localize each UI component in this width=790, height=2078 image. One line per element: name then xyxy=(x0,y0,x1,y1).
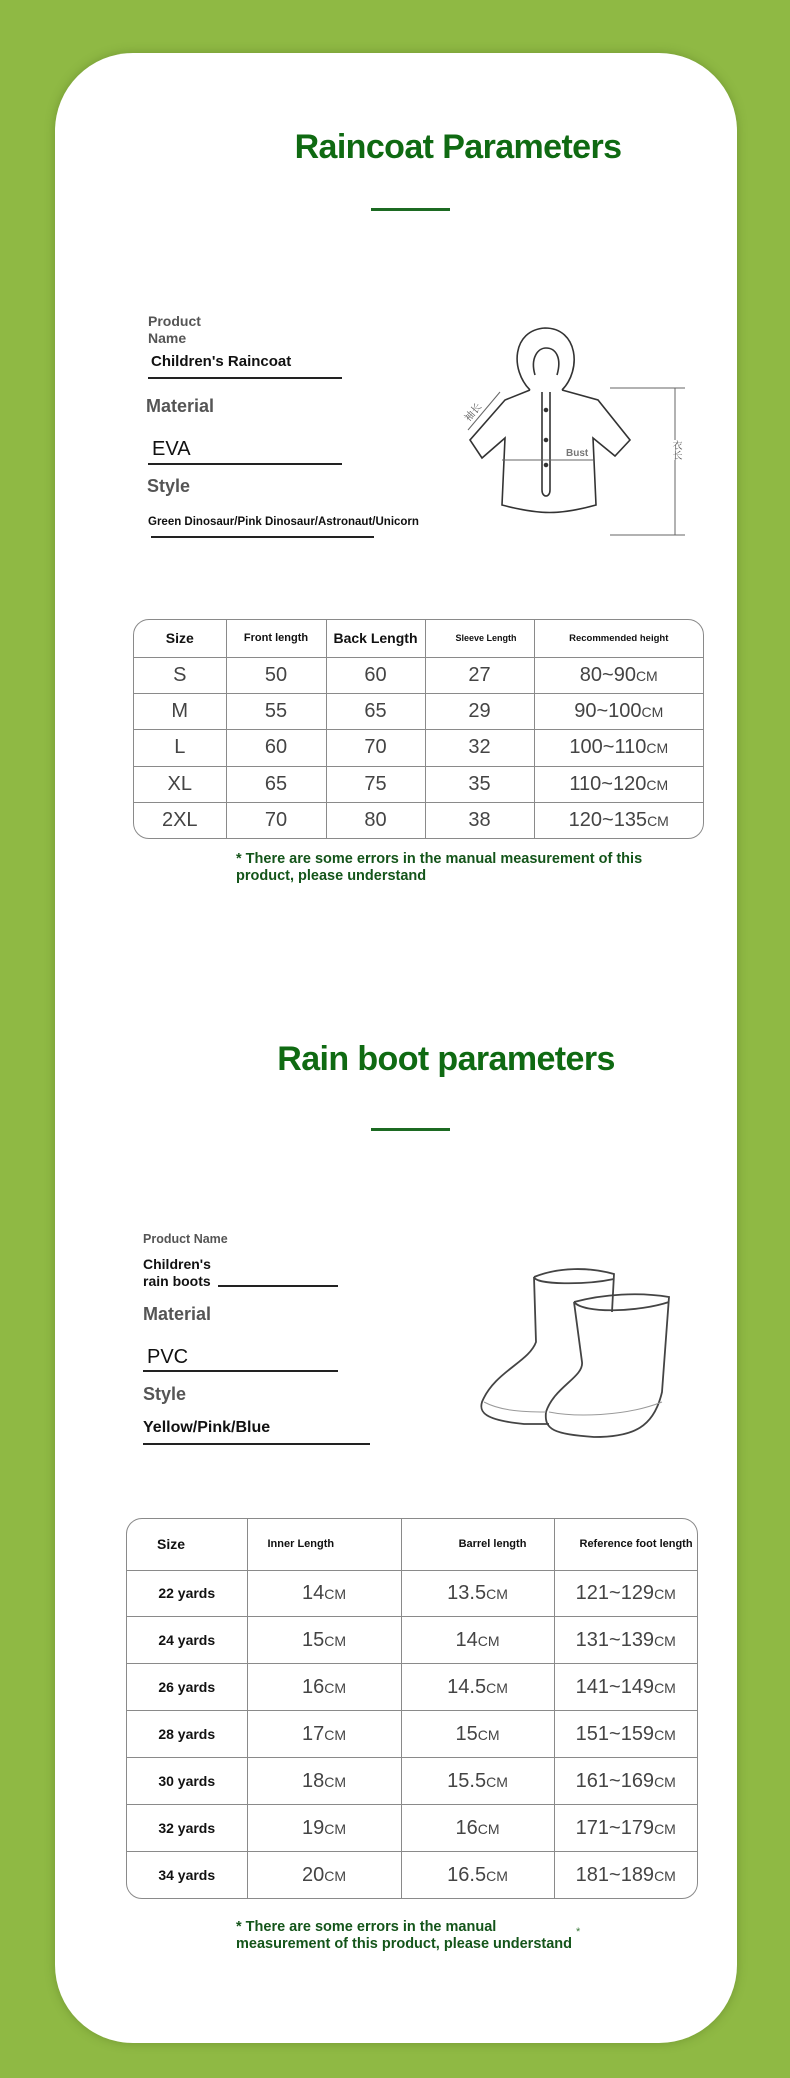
label-line: Product xyxy=(148,313,201,329)
header-cell: Front length xyxy=(226,620,326,657)
cell: 75 xyxy=(326,766,425,802)
cell xyxy=(554,1758,697,1805)
cell xyxy=(554,1805,697,1852)
cell: 27 xyxy=(425,657,534,693)
cell xyxy=(401,1805,554,1852)
cell: 60 xyxy=(226,730,326,766)
header-cell: Barrel length xyxy=(401,1519,554,1570)
unit: CM xyxy=(324,1632,347,1649)
sleeve-dimension-label: 袖长 xyxy=(462,401,485,424)
header-cell: Size xyxy=(134,620,226,657)
unit: CM xyxy=(486,1773,508,1790)
value: 100~110 xyxy=(569,736,647,759)
value: 17 xyxy=(301,1722,325,1745)
cell xyxy=(534,730,703,766)
header-cell: Inner Length xyxy=(247,1519,401,1570)
unit: CM xyxy=(486,1679,508,1696)
material-value: EVA xyxy=(152,438,191,460)
value: 151~159 xyxy=(575,1722,655,1745)
unit: CM xyxy=(654,1773,676,1790)
cell: 70 xyxy=(226,802,326,838)
unit: CM xyxy=(654,1726,676,1743)
size-cell: 32 yards xyxy=(127,1805,247,1852)
value-line: Children's xyxy=(143,1256,211,1272)
size-cell: 26 yards xyxy=(127,1664,247,1711)
cell xyxy=(401,1758,554,1805)
unit: CM xyxy=(654,1679,676,1696)
cell xyxy=(247,1805,401,1852)
title-underline xyxy=(371,1128,450,1131)
cell: 2XL xyxy=(134,802,226,838)
cell: 32 xyxy=(425,730,534,766)
value: 19 xyxy=(301,1816,325,1839)
table-row xyxy=(127,1711,697,1758)
bust-dimension-label: Bust xyxy=(566,448,589,459)
cell: 70 xyxy=(326,730,425,766)
value: 18 xyxy=(301,1769,325,1792)
divider xyxy=(143,1370,338,1372)
divider xyxy=(148,463,342,465)
size-cell: 34 yards xyxy=(127,1852,247,1898)
style-label: Style xyxy=(143,1384,187,1404)
cell xyxy=(554,1664,697,1711)
value: 15 xyxy=(455,1722,478,1745)
value: 20 xyxy=(301,1863,325,1886)
divider xyxy=(143,1443,370,1445)
cell: 35 xyxy=(425,766,534,802)
table-row xyxy=(134,802,703,838)
value: 15.5 xyxy=(447,1769,487,1792)
table-row xyxy=(134,766,703,802)
size-cell: 22 yards xyxy=(127,1570,247,1617)
style-value: Yellow/Pink/Blue xyxy=(143,1419,271,1436)
cell: 55 xyxy=(226,693,326,729)
cell xyxy=(554,1570,697,1617)
cell xyxy=(401,1570,554,1617)
table-row xyxy=(127,1570,697,1617)
unit: CM xyxy=(324,1867,347,1884)
value: 141~149 xyxy=(575,1675,655,1698)
cell xyxy=(401,1711,554,1758)
cell xyxy=(401,1664,554,1711)
cell xyxy=(247,1617,401,1664)
unit: CM xyxy=(647,812,669,829)
cell: 80 xyxy=(326,802,425,838)
header-cell: Reference foot length xyxy=(554,1519,697,1570)
cell: 60 xyxy=(326,657,425,693)
unit: CM xyxy=(654,1867,676,1884)
cell: S xyxy=(134,657,226,693)
unit: CM xyxy=(486,1867,508,1884)
material-label: Material xyxy=(146,396,215,416)
raincoat-diagram-icon xyxy=(450,320,700,550)
header-cell: Sleeve Length xyxy=(425,620,534,657)
cell xyxy=(534,802,703,838)
cell: 29 xyxy=(425,693,534,729)
cell xyxy=(534,693,703,729)
cell: XL xyxy=(134,766,226,802)
table-row xyxy=(127,1852,697,1898)
style-label: Style xyxy=(147,476,191,496)
unit: CM xyxy=(324,1726,347,1743)
value-line: rain boots xyxy=(143,1273,211,1289)
unit: CM xyxy=(324,1585,347,1602)
cell xyxy=(247,1711,401,1758)
product-name-label: Product Name xyxy=(143,1232,228,1246)
header-cell: Size xyxy=(127,1519,247,1570)
cell: 38 xyxy=(425,802,534,838)
value: 121~129 xyxy=(575,1581,655,1604)
value: 181~189 xyxy=(575,1863,655,1886)
cell: 65 xyxy=(326,693,425,729)
value: 110~120 xyxy=(569,772,647,795)
unit: CM xyxy=(654,1585,676,1602)
unit: CM xyxy=(646,740,669,757)
cell xyxy=(554,1711,697,1758)
product-name-value xyxy=(143,1256,211,1290)
value: 13.5 xyxy=(447,1581,487,1604)
label-line: Name xyxy=(148,330,187,346)
value: 171~179 xyxy=(575,1816,655,1839)
value: 16 xyxy=(301,1675,325,1698)
table-header-row xyxy=(127,1519,697,1570)
value: 80~90 xyxy=(579,663,636,686)
style-value: Green Dinosaur/Pink Dinosaur/Astronaut/Unicorn xyxy=(148,516,419,528)
header-cell: Back Length xyxy=(326,620,425,657)
size-cell: 30 yards xyxy=(127,1758,247,1805)
value: 90~100 xyxy=(574,700,642,723)
raincoat-title: Raincoat Parameters xyxy=(294,128,622,166)
unit: CM xyxy=(641,704,664,721)
value: 16 xyxy=(455,1816,478,1839)
cell xyxy=(554,1852,697,1898)
table-row xyxy=(127,1617,697,1664)
measurement-note: * There are some errors in the manual measurement of this product, please understand xyxy=(236,851,643,884)
cell xyxy=(534,766,703,802)
cell: 50 xyxy=(226,657,326,693)
value: 15 xyxy=(301,1628,325,1651)
unit: CM xyxy=(654,1820,676,1837)
unit: CM xyxy=(486,1585,508,1602)
value: 120~135 xyxy=(568,808,648,831)
boots-size-table xyxy=(126,1518,698,1899)
material-label: Material xyxy=(143,1304,212,1324)
unit: CM xyxy=(635,667,658,684)
unit: CM xyxy=(477,1726,500,1743)
cell xyxy=(554,1617,697,1664)
unit: CM xyxy=(654,1632,676,1649)
unit: CM xyxy=(477,1632,500,1649)
value: 161~169 xyxy=(575,1769,655,1792)
boots-title: Rain boot parameters xyxy=(277,1040,615,1078)
value: 14 xyxy=(455,1628,478,1651)
raincoat-size-table xyxy=(133,619,704,839)
product-name-value: Children's Raincoat xyxy=(151,353,292,370)
measurement-note: * There are some errors in the manual measurement of this product, please understand xyxy=(236,1919,572,1952)
unit: CM xyxy=(324,1820,347,1837)
table-row xyxy=(127,1805,697,1852)
value: 131~139 xyxy=(575,1628,655,1651)
table-row xyxy=(134,730,703,766)
divider xyxy=(148,377,342,379)
title-underline xyxy=(371,208,450,211)
stray-asterisk: * xyxy=(576,1926,581,1938)
cell xyxy=(247,1664,401,1711)
header-cell: Recommended height xyxy=(534,620,703,657)
length-dimension-label: 衣长 xyxy=(670,440,681,460)
value: 16.5 xyxy=(447,1863,487,1886)
table-row xyxy=(127,1758,697,1805)
unit: CM xyxy=(646,776,669,793)
cell: 65 xyxy=(226,766,326,802)
cell: M xyxy=(134,693,226,729)
cell xyxy=(401,1617,554,1664)
product-name-label xyxy=(148,313,201,347)
size-cell: 28 yards xyxy=(127,1711,247,1758)
table-row xyxy=(134,657,703,693)
cell xyxy=(247,1758,401,1805)
divider xyxy=(218,1285,338,1287)
table-row xyxy=(127,1664,697,1711)
material-value: PVC xyxy=(147,1346,189,1368)
value: 14 xyxy=(301,1581,325,1604)
unit: CM xyxy=(324,1679,347,1696)
cell xyxy=(247,1570,401,1617)
cell xyxy=(534,657,703,693)
value: 14.5 xyxy=(447,1675,487,1698)
cell xyxy=(401,1852,554,1898)
cell xyxy=(247,1852,401,1898)
table-row xyxy=(134,693,703,729)
cell: L xyxy=(134,730,226,766)
unit: CM xyxy=(477,1820,500,1837)
divider xyxy=(151,536,374,538)
table-header-row xyxy=(134,620,703,657)
rain-boots-icon xyxy=(474,1252,674,1447)
unit: CM xyxy=(324,1773,347,1790)
size-cell: 24 yards xyxy=(127,1617,247,1664)
